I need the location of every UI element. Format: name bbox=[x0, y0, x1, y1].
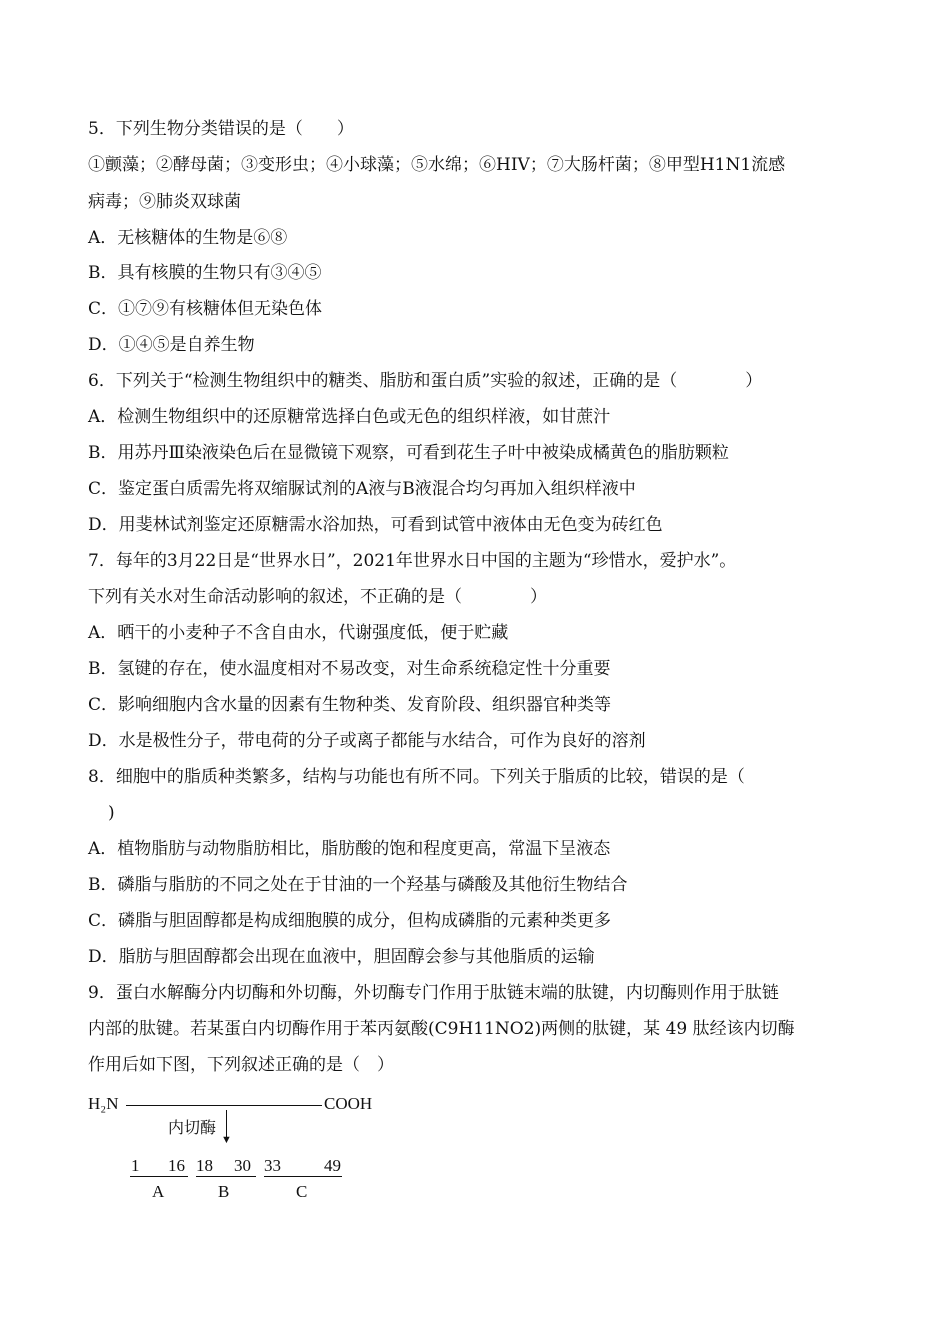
q8-stem-line-1: 8．细胞中的脂质种类繁多，结构与功能也有所不同。下列关于脂质的比较，错误的是（ bbox=[88, 767, 745, 787]
q5-option-b: B．具有核膜的生物只有③④⑤ bbox=[88, 263, 322, 283]
q8-option-c: C．磷脂与胆固醇都是构成细胞膜的成分，但构成磷脂的元素种类更多 bbox=[88, 911, 612, 931]
q6-option-c: C．鉴定蛋白质需先将双缩脲试剂的A液与B液混合均匀再加入组织样液中 bbox=[88, 479, 636, 499]
q9-stem-line-1: 9．蛋白水解酶分内切酶和外切酶，外切酶专门作用于肽链末端的肽键，内切酶则作用于肽链 bbox=[88, 983, 779, 1003]
q8-option-a: A．植物脂肪与动物脂肪相比，脂肪酸的饱和程度更高，常温下呈液态 bbox=[88, 839, 611, 859]
q7-option-d: D．水是极性分子，带电荷的分子或离子都能与水结合，可作为良好的溶剂 bbox=[88, 731, 646, 751]
q6-option-a: A．检测生物组织中的还原糖常选择白色或无色的组织样液，如甘蔗汁 bbox=[88, 407, 611, 427]
segment-b-start: 18 bbox=[196, 1156, 213, 1175]
segment-a-line bbox=[130, 1176, 188, 1177]
q5-option-a: A．无核糖体的生物是⑥⑧ bbox=[88, 228, 288, 248]
q6-option-d: D．用斐林试剂鉴定还原糖需水浴加热，可看到试管中液体由无色变为砖红色 bbox=[88, 515, 663, 535]
q8-option-b: B．磷脂与脂肪的不同之处在于甘油的一个羟基与磷酸及其他衍生物结合 bbox=[88, 875, 628, 895]
q9-stem-line-3: 作用后如下图，下列叙述正确的是（ ） bbox=[88, 1055, 394, 1075]
q8-option-d: D．脂肪与胆固醇都会出现在血液中，胆固醇会参与其他脂质的运输 bbox=[88, 947, 595, 967]
h2n-label: H₂N bbox=[88, 1094, 119, 1113]
peptide-diagram bbox=[88, 1090, 448, 1210]
segment-c-line bbox=[264, 1176, 342, 1177]
q9-stem-line-2: 内部的肽键。若某蛋白内切酶作用于苯丙氨酸(C9H11NO2)两侧的肽键，某 49 肽经该内切酶 bbox=[88, 1019, 795, 1039]
q7-option-b: B．氢键的存在，使水温度相对不易改变，对生命系统稳定性十分重要 bbox=[88, 659, 611, 679]
q6-stem: 6．下列关于“检测生物组织中的糖类、脂肪和蛋白质”实验的叙述，正确的是（ ） bbox=[88, 371, 763, 391]
cooh-label: COOH bbox=[324, 1094, 373, 1113]
segment-c-start: 33 bbox=[264, 1156, 281, 1175]
segment-a-end: 16 bbox=[168, 1156, 185, 1175]
q8-stem-line-2: ) bbox=[108, 803, 115, 823]
peptide-chain-line bbox=[126, 1105, 322, 1106]
segment-a-start: 1 bbox=[131, 1156, 140, 1175]
segment-c-label: C bbox=[296, 1182, 308, 1201]
segment-b-label: B bbox=[218, 1182, 230, 1201]
segment-c-end: 49 bbox=[324, 1156, 341, 1175]
q7-option-c: C．影响细胞内含水量的因素有生物种类、发育阶段、组织器官种类等 bbox=[88, 695, 612, 715]
q5-list-line-2: 病毒；⑨肺炎双球菌 bbox=[88, 192, 241, 212]
segment-b-line bbox=[196, 1176, 256, 1177]
q5-option-c: C．①⑦⑨有核糖体但无染色体 bbox=[88, 299, 323, 319]
q7-stem-line-1: 7．每年的3月22日是“世界水日”，2021年世界水日中国的主题为“珍惜水，爱护水”。 bbox=[88, 551, 737, 571]
q7-option-a: A．晒干的小麦种子不含自由水，代谢强度低，便于贮藏 bbox=[88, 623, 509, 643]
q5-list-line-1: ①颤藻；②酵母菌；③变形虫；④小球藻；⑤水绵；⑥HIV；⑦大肠杆菌；⑧甲型H1N1流感 bbox=[88, 155, 786, 175]
q5-stem: 5．下列生物分类错误的是（ ） bbox=[88, 119, 354, 139]
segment-b-end: 30 bbox=[234, 1156, 251, 1175]
enzyme-arrow-head-icon: ▼ bbox=[221, 1134, 232, 1146]
segment-a-label: A bbox=[152, 1182, 165, 1201]
enzyme-label: 内切酶 bbox=[168, 1118, 217, 1137]
q7-stem-line-2: 下列有关水对生命活动影响的叙述，不正确的是（ ） bbox=[88, 587, 547, 607]
q5-option-d: D．①④⑤是自养生物 bbox=[88, 335, 255, 355]
q6-option-b: B．用苏丹Ⅲ染液染色后在显微镜下观察，可看到花生子叶中被染成橘黄色的脂肪颗粒 bbox=[88, 443, 729, 463]
